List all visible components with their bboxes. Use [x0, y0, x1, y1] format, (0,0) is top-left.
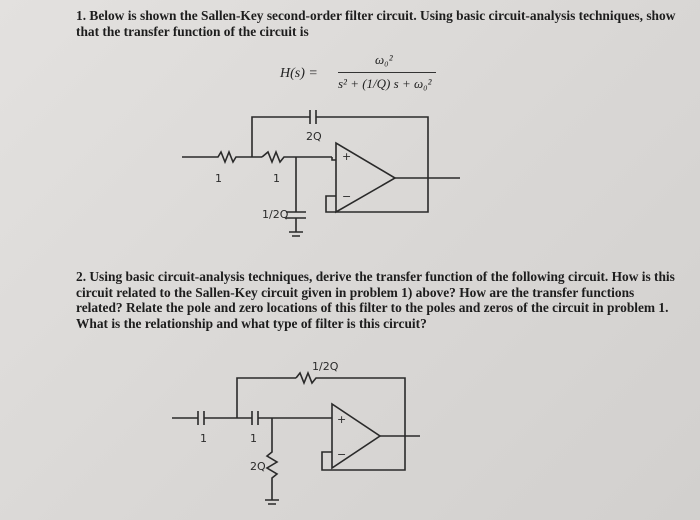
problem-1-text: 1. Below is shown the Sallen-Key second-order filter circuit. Using basic circuit-analysis techniques, show that the transfer function of the circuit is	[76, 8, 676, 39]
feedback-resistor-label: 1/2Q	[312, 360, 339, 373]
opamp2-minus-label: −	[337, 448, 347, 461]
c2-label: 1	[250, 432, 257, 445]
r1-label: 1	[215, 172, 222, 185]
ground-resistor-label: 2Q	[250, 460, 266, 473]
problem-2-text: 2. Using basic circuit-analysis techniques, derive the transfer function of the following circuit. How is this circuit related to the Sallen-Key circuit given in problem 1) above? How are the transfer functions related? Relate the pole and zero locations of this filter to the poles and zeros of the circuit in problem 1. What is the relationship and what type of filter is this circuit?	[76, 269, 675, 331]
transfer-function-label: H(s) =	[280, 66, 318, 81]
transfer-function-numerator: ω₀²	[375, 52, 393, 67]
opamp-minus-label: −	[342, 190, 352, 203]
feedback-capacitor-label: 2Q	[306, 130, 322, 143]
r2-label: 1	[273, 172, 280, 185]
opamp2-plus-label: +	[337, 413, 347, 426]
ground-capacitor-label: 1/2Q	[262, 208, 289, 221]
opamp-plus-label: +	[342, 150, 352, 163]
c1-label: 1	[200, 432, 207, 445]
transfer-function-denominator: s² + (1/Q) s + ω₀²	[338, 76, 432, 91]
